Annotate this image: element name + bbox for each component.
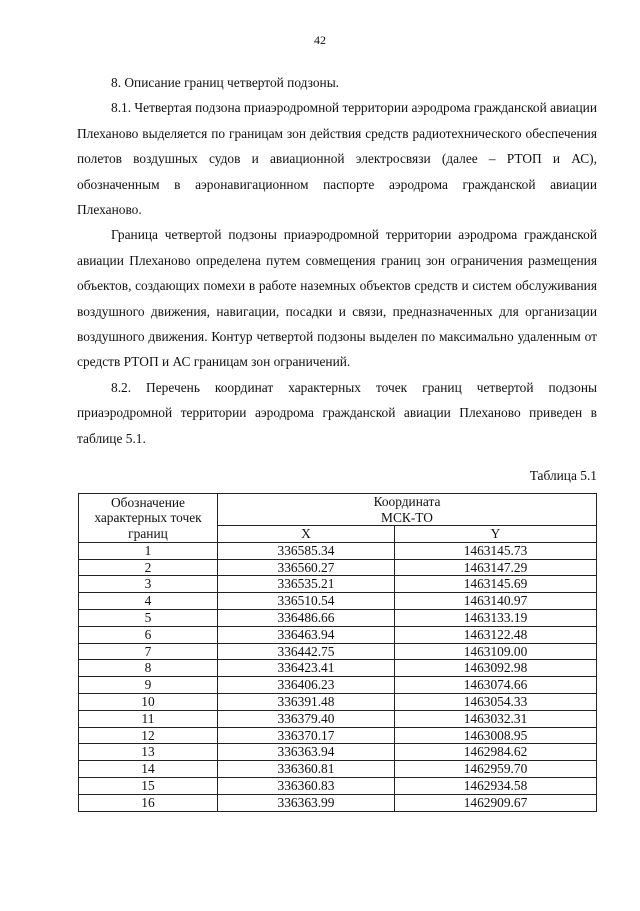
- x-coordinate-cell: 336510.54: [218, 593, 395, 610]
- table-row: [79, 609, 597, 626]
- y-coordinate-cell: 1463074.66: [395, 677, 597, 694]
- table-row: [79, 593, 597, 610]
- point-number-cell: 8: [79, 660, 218, 677]
- y-coordinate-cell: 1463122.48: [395, 626, 597, 643]
- coordinate-system-label: МСК-ТО: [381, 509, 433, 525]
- point-number-cell: 9: [79, 677, 218, 694]
- table-row: [79, 761, 597, 778]
- point-column-header: Обозначение характерных точек границ: [79, 494, 218, 543]
- y-coordinate-cell: 1463054.33: [395, 693, 597, 710]
- point-number-cell: 14: [79, 761, 218, 778]
- table-row: [79, 542, 597, 559]
- coordinate-header: [218, 494, 597, 526]
- table-row: [79, 559, 597, 576]
- x-coordinate-cell: 336391.48: [218, 693, 395, 710]
- point-number-cell: 16: [79, 794, 218, 811]
- coordinates-table: [78, 493, 597, 812]
- x-coordinate-cell: 336360.83: [218, 777, 395, 794]
- point-number-cell: 1: [79, 542, 218, 559]
- table-caption: Таблица 5.1: [529, 468, 597, 483]
- y-coordinate-cell: 1463145.73: [395, 542, 597, 559]
- table-row: [79, 643, 597, 660]
- y-coordinate-cell: 1462934.58: [395, 777, 597, 794]
- x-coordinate-cell: 336486.66: [218, 609, 395, 626]
- table-row: [79, 727, 597, 744]
- table-row: [79, 576, 597, 593]
- paragraph-8-1: 8.1. Четвертая подзона приаэродромной территории аэродрома гражданской авиации Плеханово выделяется по границам зон действия средств радиотехнического обеспечения полетов воздушных судов и авиационной электросвязи (далее – РТОП и АС), обозначенным в аэронавигационном паспорте аэродрома гражданской авиации Плеханово.: [77, 100, 598, 218]
- x-coordinate-cell: 336423.41: [218, 660, 395, 677]
- table-row: [79, 777, 597, 794]
- document-body: [77, 70, 597, 451]
- table-header: [79, 494, 597, 543]
- point-number-cell: 15: [79, 777, 218, 794]
- table-row: [79, 626, 597, 643]
- table-row: [79, 710, 597, 727]
- table-row: [79, 794, 597, 811]
- x-coordinate-cell: 336379.40: [218, 710, 395, 727]
- x-coordinate-cell: 336560.27: [218, 559, 395, 576]
- point-number-cell: 12: [79, 727, 218, 744]
- y-coordinate-cell: 1463008.95: [395, 727, 597, 744]
- point-number-cell: 4: [79, 593, 218, 610]
- y-coordinate-cell: 1463109.00: [395, 643, 597, 660]
- section-title: 8. Описание границ четвертой подзоны.: [111, 75, 340, 90]
- x-coordinate-cell: 336406.23: [218, 677, 395, 694]
- y-coordinate-cell: 1463140.97: [395, 593, 597, 610]
- point-number-cell: 2: [79, 559, 218, 576]
- x-coordinate-cell: 336442.75: [218, 643, 395, 660]
- y-coordinate-cell: 1462959.70: [395, 761, 597, 778]
- x-coordinate-cell: 336360.81: [218, 761, 395, 778]
- y-column-header: Y: [395, 526, 597, 543]
- point-number-cell: 7: [79, 643, 218, 660]
- point-number-cell: 6: [79, 626, 218, 643]
- y-coordinate-cell: 1463147.29: [395, 559, 597, 576]
- y-coordinate-cell: 1463092.98: [395, 660, 597, 677]
- y-coordinate-cell: 1462909.67: [395, 794, 597, 811]
- point-number-cell: 3: [79, 576, 218, 593]
- point-number-cell: 13: [79, 744, 218, 761]
- point-number-cell: 11: [79, 710, 218, 727]
- table-body: [79, 542, 597, 811]
- table-row: [79, 693, 597, 710]
- x-coordinate-cell: 336463.94: [218, 626, 395, 643]
- paragraph-boundary-definition: Граница четвертой подзоны приаэродромной территории аэродрома гражданской авиации Плеханово определена путем совмещения границ зон ограничения размещения объектов, создающих помехи в работе наземных объектов средств и систем обслуживания воздушного движения, навигации, посадки и связи, предназначенных для организации воздушного движения. Контур четвертой подзоны выделен по максимально удаленным от средств РТОП и АС границам зон ограничений.: [77, 227, 597, 370]
- y-coordinate-cell: 1463133.19: [395, 609, 597, 626]
- point-number-cell: 5: [79, 609, 218, 626]
- table-row: [79, 744, 597, 761]
- coordinate-header-title: Координата: [373, 494, 441, 509]
- table-row: [79, 677, 597, 694]
- x-coordinate-cell: 336370.17: [218, 727, 395, 744]
- x-coordinate-cell: 336363.94: [218, 744, 395, 761]
- y-coordinate-cell: 1462984.62: [395, 744, 597, 761]
- paragraph-8-2: 8.2. Перечень координат характерных точек границ четвертой подзоны приаэродромной территории аэродрома гражданской авиации Плеханово приведен в таблице 5.1.: [77, 379, 597, 446]
- x-coordinate-cell: 336585.34: [218, 542, 395, 559]
- x-coordinate-cell: 336535.21: [218, 576, 395, 593]
- page-number: 42: [314, 33, 326, 47]
- table-row: [79, 660, 597, 677]
- point-number-cell: 10: [79, 693, 218, 710]
- y-coordinate-cell: 1463032.31: [395, 710, 597, 727]
- x-coordinate-cell: 336363.99: [218, 794, 395, 811]
- y-coordinate-cell: 1463145.69: [395, 576, 597, 593]
- x-column-header: X: [218, 526, 395, 543]
